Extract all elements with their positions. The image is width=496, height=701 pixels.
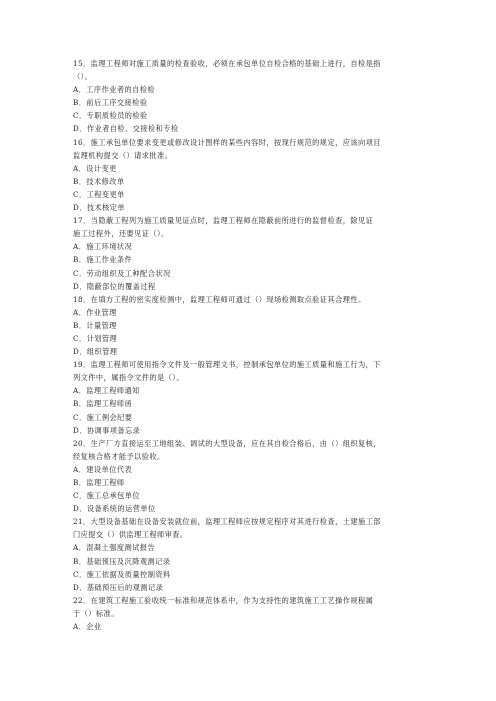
answer-option: C．计划管理	[73, 333, 118, 343]
question-stem-line: 经复核合格才能予以验收。	[73, 451, 165, 461]
question-stem-line: 21．大型设备基础在设备安装就位前，监理工程师应按规定程序对其进行检查，土建施工部	[73, 517, 381, 527]
answer-option: A．企业	[73, 622, 102, 632]
answer-option: C．施工总承包单位	[73, 491, 141, 501]
question-stem-line: 22．在建筑工程施工验收统一标准和规范体系中，作为支持性的建筑施工工艺操作规程属	[73, 595, 374, 605]
answer-option: C．专职质检员的检验	[73, 111, 148, 121]
question-stem-line: 15．监理工程师对施工质量的检查验收，必须在承包单位自检合格的基础上进行，自检是指	[73, 59, 381, 68]
answer-option: D．作业者自检、交接检和专检	[73, 124, 179, 134]
answer-option: D．协调事项备忘录	[73, 425, 141, 435]
answer-option: D．设备系统的运营单位	[73, 504, 156, 514]
question-stem-line: 18．在填方工程的密实度检测中，监理工程师可通过（）现场检测取点验证其合理性。	[73, 294, 366, 304]
question-stem-line: 门应提交（）供监理工程师审查。	[73, 530, 188, 540]
question-block	[73, 57, 436, 136]
answer-option: D．技术核定单	[73, 203, 126, 213]
answer-option: B．施工作业条件	[73, 255, 133, 265]
question-block	[73, 594, 436, 633]
question-stem-line: 于（）标准。	[73, 608, 119, 618]
question-stem-line: 17．当隐蔽工程列为施工质量见证点时，监理工程师在隐蔽前所进行的监督检查，除见证	[73, 216, 374, 226]
answer-option: C．工程变更单	[73, 189, 125, 199]
answer-option: A．监理工程师通知	[73, 386, 140, 396]
answer-option: B．监理工程师函	[73, 399, 133, 409]
question-stem-line: 19．监理工程师可使用指令文件及一般管理文书，控制承包单位的施工质量和施工行为，下	[73, 360, 381, 370]
question-stem-line: 20．生产厂方直接运至工地组装、调试的大型设备，应在其自检合格后，由（）组织复核，	[73, 438, 381, 448]
question-stem-line: 施工过程外，还要见证（）。	[73, 229, 169, 239]
question-stem-line: （）。	[73, 72, 93, 82]
answer-option: A．设计变更	[73, 163, 117, 173]
answer-option: C．劳动组织及工种配合状况	[73, 268, 171, 278]
answer-option: C．施工例会纪要	[73, 412, 133, 422]
answer-option: B．基础预压及沉降观测记录	[73, 556, 171, 566]
answer-option: D．基础预压后的观测记录	[73, 582, 164, 592]
question-stem-line: 监理机构提交（）请求批准。	[73, 150, 173, 160]
question-list	[73, 57, 436, 633]
answer-option: B．计量管理	[73, 320, 117, 330]
answer-option: B．前后工序交接检验	[73, 98, 148, 108]
answer-option: A．施工环境状况	[73, 242, 133, 252]
question-block	[73, 437, 436, 516]
question-stem-line: 列文件中，属指令文件的是（）。	[73, 373, 184, 383]
question-block	[73, 293, 436, 358]
answer-option: C．施工依据及质量控制资料	[73, 569, 171, 579]
answer-option: B．监理工程师	[73, 478, 125, 487]
answer-option: A．作业管理	[73, 307, 117, 317]
answer-option: B．技术修改单	[73, 176, 125, 186]
answer-option: A．混凝土强度测试报告	[73, 543, 156, 553]
question-stem-line: 16．施工承包单位要求变更或修改设计图样的某些内容时，按现行规范的规定，应该向项目	[73, 137, 381, 147]
question-block	[73, 214, 436, 293]
question-block	[73, 358, 436, 437]
answer-option: A．建设单位代表	[73, 464, 133, 474]
question-block	[73, 136, 436, 215]
answer-option: D．组织管理	[73, 347, 118, 357]
answer-option: A．工序作业者的自检检	[73, 85, 156, 95]
answer-option: D．隐蔽部位的覆盖过程	[73, 281, 156, 291]
question-block	[73, 515, 436, 594]
